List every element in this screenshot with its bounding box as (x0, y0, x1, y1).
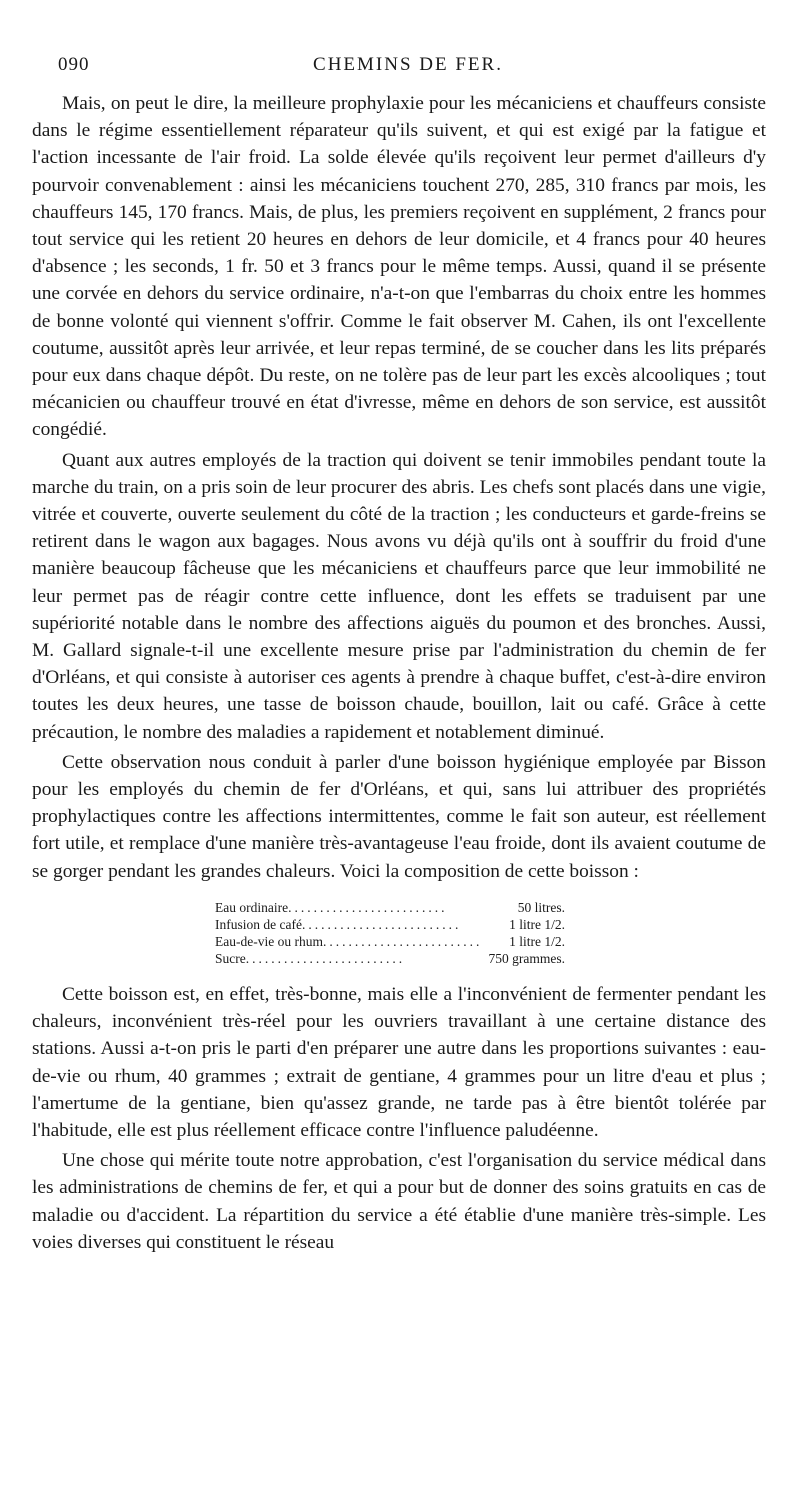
running-header (58, 54, 758, 84)
leader-dots: ......................... (301, 916, 462, 932)
paragraph-medical-service: Une chose qui mérite toute notre approbation, c'est l'organisation du service médical dans les administrations de chemins de fer, et qui a pour but de donner des soins gratuits en cas de maladie ou d'accident. La répartition du service a été établie d'une manière très-simple. Les voies diverses qui constituent le réseau (32, 1150, 766, 1253)
recipe-quantity: 50 litres. (517, 899, 565, 915)
recipe-item: Eau-de-vie ou rhum (215, 933, 323, 949)
recipe-item: Eau ordinaire (215, 899, 289, 915)
leader-dots: ......................... (245, 950, 406, 966)
recipe-quantity: 1 litre 1/2. (509, 916, 565, 932)
body-text (32, 90, 766, 1256)
recipe-row (215, 933, 565, 950)
paragraph-shelters: Quant aux autres employés de la traction qui doivent se tenir immobiles pendant toute la marche du train, on a pris soin de leur procurer des abris. Les chefs sont placés dans une vigie, vitrée et couverte, ouverte seulement du côté de la traction ; les conducteurs et garde-freins se retirent dans le wagon aux bagages. Nous avons vu déjà qu'ils ont à souffrir du froid d'une manière beaucoup fâcheuse que les mécaniciens et chauffeurs parce que leur immobilité ne leur permet pas de réagir contre cette influence, dont les effets se traduisent par une supériorité notable dans le nombre des affections aiguës du poumon et des bronches. Aussi, M. Gallard signale-t-il une excellente mesure prise par l'administration du chemin de fer d'Orléans, et qui consiste à autoriser ces agents à prendre à chaque buffet, c'est-à-dire environ toutes les deux heures, une tasse de boisson chaude, bouillon, lait ou café. Grâce à cette précaution, le nombre des maladies a rapidement et notablement diminué. (32, 449, 766, 743)
recipe-row (215, 916, 565, 933)
recipe-row (215, 899, 565, 916)
leader-dots: ......................... (288, 899, 448, 915)
paragraph-hygienic-drink: Cette observation nous conduit à parler d'une boisson hygiénique employée par Bisson pour les employés du chemin de fer d'Orléans, et qui, sans lui attribuer des propriétés prophylactiques contre les affections intermittentes, comme le fait son auteur, est réellement fort utile, et remplace d'une manière très-avantageuse l'eau froide, dont ils avaient coutume de se gorger pendant les grandes chaleurs. Voici la composition de cette boisson : (32, 751, 766, 882)
leader-dots: ......................... (322, 933, 483, 949)
paragraph-diet: Mais, on peut le dire, la meilleure prophylaxie pour les mécaniciens et chauffeurs consiste dans le régime essentiellement réparateur qu'ils suivent, et qui est exigé par la fatigue et l'action incessante de l'air froid. La solde élevée qu'ils reçoivent leur permet d'ailleurs d'y pourvoir convenablement : ainsi les mécaniciens touchent 270, 285, 310 francs par mois, les chauffeurs 145, 170 francs. Mais, de plus, les premiers reçoivent en supplément, 2 francs pour tout service qui les retient 20 heures en dehors de leur domicile, et 4 francs pour 40 heures d'absence ; les seconds, 1 fr. 50 et 3 francs pour le même temps. Aussi, quand il se présente une corvée en dehors du service ordinaire, n'a-t-on que l'embarras du choix entre les hommes de bonne volonté qui viennent s'offrir. Comme le fait observer M. Cahen, ils ont l'excellente coutume, aussitôt après leur arrivée, et leur repas terminé, de se coucher dans les lits préparés pour eux dans chaque dépôt. Du reste, on ne tolère pas de leur part les excès alcooliques ; tout mécanicien ou chauffeur trouvé en état d'ivresse, même en dehors de son service, est aussitôt congédié. (32, 93, 766, 441)
running-title: CHEMINS DE FER. (313, 54, 503, 75)
recipe-item: Infusion de café (215, 916, 302, 932)
page-number: 090 (58, 54, 90, 75)
recipe-item: Sucre (215, 950, 246, 966)
recipe-quantity: 750 grammes. (488, 950, 565, 966)
recipe-table (215, 899, 565, 967)
recipe-row (215, 950, 565, 967)
recipe-quantity: 1 litre 1/2. (509, 933, 565, 949)
paragraph-fermentation: Cette boisson est, en effet, très-bonne, mais elle a l'inconvénient de fermenter pendant les chaleurs, inconvénient très-réel pour les ouvriers travaillant à une certaine distance des stations. Aussi a-t-on pris le parti d'en préparer une autre dans les proportions suivantes : eau-de-vie ou rhum, 40 grammes ; extrait de gentiane, 4 grammes pour un litre d'eau et plus ; l'amertume de la gentiane, bien qu'assez grande, ne tarde pas à être bientôt tolérée par l'habitude, elle est plus réellement efficace contre l'influence paludéenne. (32, 983, 766, 1141)
